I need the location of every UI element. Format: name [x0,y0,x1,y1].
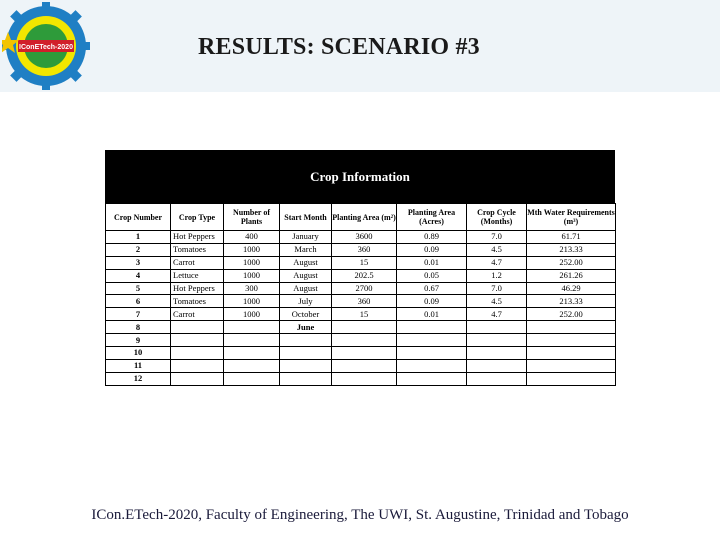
table-row [106,295,616,308]
planting-area-acres-cell: 0.67 [397,282,467,295]
start-month-cell [280,359,332,372]
table-row [106,243,616,256]
svg-text:IConETech-2020: IConETech-2020 [19,44,73,51]
water-requirements-cell [527,321,616,334]
table-row [106,308,616,321]
slide-footer: ICon.ETech-2020, Faculty of Engineering, The UWI, St. Augustine, Trinidad and Tobago [91,507,629,523]
col-header-planting-area-acres: Planting Area (Acres) [397,204,467,231]
crop-type-cell [171,347,224,360]
start-month-cell [280,334,332,347]
col-header-start-month: Start Month [280,204,332,231]
planting-area-acres-cell [397,372,467,385]
crop-type-cell: Tomatoes [171,243,224,256]
planting-area-m2-cell [332,372,397,385]
planting-area-acres-cell: 0.09 [397,243,467,256]
crop-type-cell: Hot Peppers [171,282,224,295]
crop-cycle-cell [467,321,527,334]
start-month-cell: July [280,295,332,308]
start-month-cell [280,347,332,360]
number-of-plants-cell: 1000 [224,308,280,321]
crop-number-cell: 10 [106,347,171,360]
crop-cycle-cell: 7.0 [467,231,527,244]
start-month-cell: March [280,243,332,256]
number-of-plants-cell [224,359,280,372]
crop-table-body [106,231,616,386]
col-header-crop-type: Crop Type [171,204,224,231]
planting-area-acres-cell [397,321,467,334]
crop-information-table [105,150,615,390]
start-month-cell: August [280,256,332,269]
crop-type-cell [171,359,224,372]
start-month-cell: January [280,231,332,244]
planting-area-acres-cell: 0.01 [397,256,467,269]
number-of-plants-cell: 1000 [224,256,280,269]
crop-number-cell: 2 [106,243,171,256]
table-row [106,282,616,295]
number-of-plants-cell [224,334,280,347]
crop-cycle-cell: 4.7 [467,256,527,269]
planting-area-m2-cell: 2700 [332,282,397,295]
planting-area-m2-cell [332,347,397,360]
planting-area-m2-cell: 360 [332,295,397,308]
crop-type-cell [171,372,224,385]
start-month-cell: August [280,269,332,282]
planting-area-m2-cell [332,321,397,334]
table-banner-title: Crop Information [310,169,410,184]
planting-area-m2-cell: 3600 [332,231,397,244]
planting-area-m2-cell: 15 [332,256,397,269]
water-requirements-cell [527,334,616,347]
col-header-water-requirements: Mth Water Requirements (m³) [527,204,616,231]
number-of-plants-cell: 1000 [224,243,280,256]
planting-area-m2-cell: 15 [332,308,397,321]
number-of-plants-cell [224,321,280,334]
table-row [106,269,616,282]
planting-area-acres-cell [397,359,467,372]
crop-cycle-cell [467,372,527,385]
planting-area-acres-cell: 0.05 [397,269,467,282]
table-row [106,334,616,347]
crop-table [105,203,616,386]
water-requirements-cell: 46.29 [527,282,616,295]
crop-number-cell: 3 [106,256,171,269]
table-row [106,256,616,269]
crop-cycle-cell [467,359,527,372]
table-row [106,372,616,385]
number-of-plants-cell [224,372,280,385]
water-requirements-cell [527,359,616,372]
water-requirements-cell: 252.00 [527,308,616,321]
crop-number-cell: 11 [106,359,171,372]
table-banner [105,150,615,203]
planting-area-acres-cell: 0.09 [397,295,467,308]
planting-area-m2-cell [332,334,397,347]
start-month-cell: August [280,282,332,295]
crop-cycle-cell: 4.5 [467,243,527,256]
crop-number-cell: 9 [106,334,171,347]
crop-type-cell: Carrot [171,308,224,321]
crop-cycle-cell: 4.5 [467,295,527,308]
crop-type-cell [171,334,224,347]
crop-type-cell: Carrot [171,256,224,269]
crop-number-cell: 6 [106,295,171,308]
start-month-cell: June [280,321,332,334]
crop-type-cell: Lettuce [171,269,224,282]
planting-area-acres-cell [397,347,467,360]
table-row [106,231,616,244]
planting-area-acres-cell [397,334,467,347]
number-of-plants-cell: 1000 [224,295,280,308]
table-row [106,321,616,334]
col-header-crop-cycle: Crop Cycle (Months) [467,204,527,231]
planting-area-acres-cell: 0.01 [397,308,467,321]
planting-area-acres-cell: 0.89 [397,231,467,244]
slide-header [0,0,720,92]
crop-number-cell: 8 [106,321,171,334]
water-requirements-cell: 213.33 [527,243,616,256]
crop-number-cell: 4 [106,269,171,282]
crop-number-cell: 1 [106,231,171,244]
crop-type-cell [171,321,224,334]
crop-cycle-cell: 1.2 [467,269,527,282]
col-header-number-of-plants: Number of Plants [224,204,280,231]
planting-area-m2-cell: 360 [332,243,397,256]
crop-cycle-cell [467,334,527,347]
col-header-planting-area-m2: Planting Area (m²) [332,204,397,231]
col-header-crop-number: Crop Number [106,204,171,231]
water-requirements-cell: 252.00 [527,256,616,269]
table-header-row [106,204,616,231]
water-requirements-cell: 261.26 [527,269,616,282]
crop-type-cell: Hot Peppers [171,231,224,244]
water-requirements-cell [527,347,616,360]
water-requirements-cell [527,372,616,385]
crop-cycle-cell: 7.0 [467,282,527,295]
start-month-cell: October [280,308,332,321]
crop-number-cell: 5 [106,282,171,295]
planting-area-m2-cell [332,359,397,372]
number-of-plants-cell [224,347,280,360]
crop-number-cell: 7 [106,308,171,321]
page-title: RESULTS: SCENARIO #3 [198,34,480,60]
number-of-plants-cell: 400 [224,231,280,244]
water-requirements-cell: 213.33 [527,295,616,308]
start-month-cell [280,372,332,385]
crop-type-cell: Tomatoes [171,295,224,308]
crop-cycle-cell: 4.7 [467,308,527,321]
table-row [106,359,616,372]
water-requirements-cell: 61.71 [527,231,616,244]
crop-cycle-cell [467,347,527,360]
conference-logo-icon [2,2,90,90]
crop-number-cell: 12 [106,372,171,385]
number-of-plants-cell: 1000 [224,269,280,282]
table-row [106,347,616,360]
planting-area-m2-cell: 202.5 [332,269,397,282]
number-of-plants-cell: 300 [224,282,280,295]
